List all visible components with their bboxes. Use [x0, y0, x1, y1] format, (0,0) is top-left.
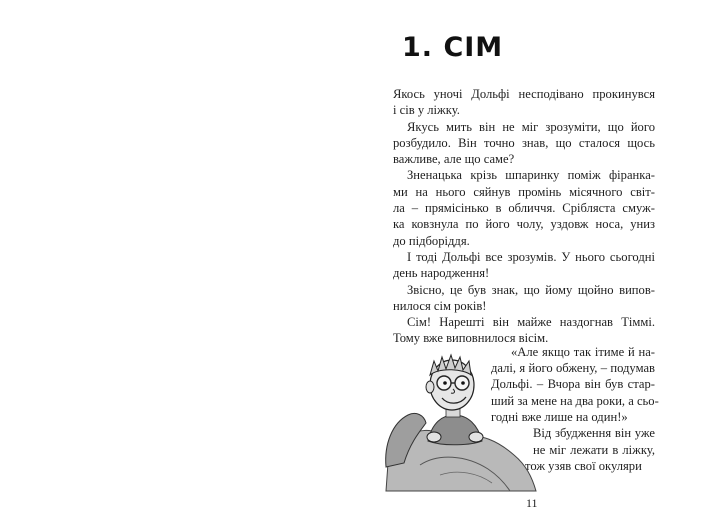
text-line: до підборіддя. — [393, 233, 470, 248]
text-line: «Але якщо так ітиме й на- — [511, 345, 655, 359]
text-line: важливе, але що саме? — [393, 152, 515, 167]
text-line: і сів у ліжку. — [393, 103, 460, 118]
text-line: Звісно, це був знак, що йому щойно випов- — [407, 282, 655, 297]
right-page — [360, 0, 719, 532]
body-text — [393, 86, 655, 347]
text-line: ла – прямісінько в обличчя. Срібляста смуж- — [393, 201, 655, 216]
text-line: Зненацька крізь шпаринку поміж фіранка- — [407, 168, 655, 183]
text-line: Якось уночі Дольфі несподівано прокинувся — [393, 87, 655, 101]
chapter-title: 1. СІМ — [402, 32, 504, 63]
text-line: нилося сім років! — [393, 298, 487, 313]
text-line: день народження! — [393, 266, 490, 281]
text-line: ми на нього сяйнув промінь місячного світ- — [393, 184, 655, 199]
boy-in-bed-illustration — [380, 345, 540, 495]
text-line: розбудило. Він точно знав, що сталося щось — [393, 135, 655, 150]
text-line: не міг лежати в ліжку, — [533, 443, 655, 457]
text-line: І тоді Дольфі все зрозумів. У нього сьогодні — [407, 249, 655, 264]
text-line: Дольфі. – Вчора він був стар- — [491, 377, 655, 391]
text-line: Від збудження він уже — [533, 426, 655, 440]
text-line: далі, я його обжену, – подумав — [491, 361, 655, 375]
text-line: ка ковзнула по його чолу, уздовж носа, униз — [393, 217, 655, 232]
text-line: годні вже лише на один!» — [491, 410, 628, 424]
text-line: Тому вже виповнилося вісім. — [393, 331, 549, 346]
text-line: Якусь мить він не міг зрозуміти, що його — [407, 119, 655, 134]
text-line: Сім! Нарешті він майже наздогнав Тіммі. — [407, 315, 655, 330]
text-line: ший за мене на два роки, а сьо- — [491, 394, 659, 408]
text-line: тож узяв свої окуляри — [525, 459, 642, 473]
page-number: 11 — [526, 496, 538, 510]
